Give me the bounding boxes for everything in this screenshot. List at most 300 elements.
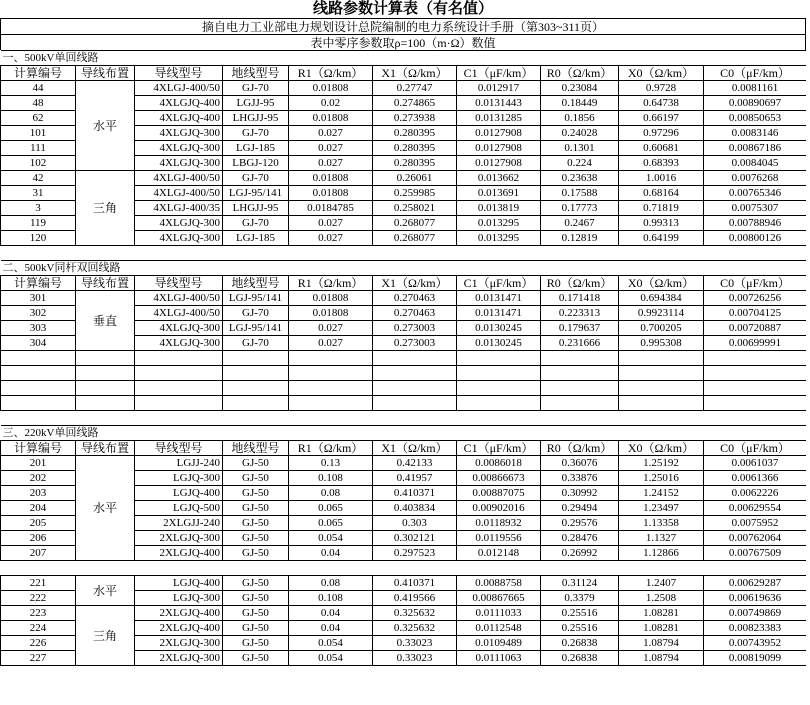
conductor-type: 4XLGJQ-400 <box>135 96 223 111</box>
conductor-type: 4XLGJ-400/50 <box>135 291 223 306</box>
conductor-type: LGJJ-240 <box>135 456 223 471</box>
param-value: 0.0111063 <box>457 651 541 666</box>
param-value: 0.00890697 <box>704 96 807 111</box>
param-value: 0.995308 <box>619 336 704 351</box>
section-gap <box>1 411 807 426</box>
layout-cell: 垂直 <box>76 291 135 351</box>
param-value: 0.12819 <box>541 231 619 246</box>
section-title-row <box>1 261 807 276</box>
param-value: 0.26838 <box>541 636 619 651</box>
ground-wire-type: GJ-50 <box>223 546 289 561</box>
param-value: 0.26992 <box>541 546 619 561</box>
page-note: 表中零序参数取ρ=100（m·Ω）数值 <box>0 34 806 50</box>
empty-cell <box>541 246 619 261</box>
table-row <box>1 576 807 591</box>
conductor-type: 2XLGJQ-300 <box>135 651 223 666</box>
param-value: 0.41957 <box>373 471 457 486</box>
empty-cell <box>76 366 135 381</box>
param-value: 0.0075952 <box>704 516 807 531</box>
param-value: 0.0131471 <box>457 291 541 306</box>
param-value: 0.64199 <box>619 231 704 246</box>
param-value: 0.027 <box>289 126 373 141</box>
empty-cell <box>457 351 541 366</box>
column-header: 导线型号 <box>135 66 223 81</box>
calc-id: 203 <box>1 486 76 501</box>
param-value: 0.013295 <box>457 231 541 246</box>
param-value: 0.00866673 <box>457 471 541 486</box>
empty-cell <box>223 366 289 381</box>
calc-id: 222 <box>1 591 76 606</box>
conductor-type: 4XLGJQ-300 <box>135 126 223 141</box>
param-value: 0.01808 <box>289 111 373 126</box>
param-value: 1.12866 <box>619 546 704 561</box>
section-title: 一、500kV单回线路 <box>1 51 807 66</box>
param-value: 1.08794 <box>619 651 704 666</box>
param-value: 0.00765346 <box>704 186 807 201</box>
param-value: 0.08 <box>289 576 373 591</box>
empty-cell <box>457 396 541 411</box>
param-value: 0.013662 <box>457 171 541 186</box>
ground-wire-type: GJ-50 <box>223 456 289 471</box>
empty-cell <box>223 351 289 366</box>
param-value: 0.0076268 <box>704 171 807 186</box>
calc-id: 302 <box>1 306 76 321</box>
empty-cell <box>1 351 76 366</box>
layout-cell: 水平 <box>76 456 135 561</box>
column-header: 地线型号 <box>223 276 289 291</box>
param-value: 0.17773 <box>541 201 619 216</box>
column-header: C0（μF/km） <box>704 441 807 456</box>
section-title-row <box>1 51 807 66</box>
empty-cell <box>135 396 223 411</box>
param-value: 0.60681 <box>619 141 704 156</box>
calc-id: 102 <box>1 156 76 171</box>
param-value: 0.0118932 <box>457 516 541 531</box>
empty-cell <box>619 351 704 366</box>
param-value: 0.274865 <box>373 96 457 111</box>
table-row <box>1 291 807 306</box>
param-value: 0.303 <box>373 516 457 531</box>
ground-wire-type: GJ-50 <box>223 606 289 621</box>
calc-id: 48 <box>1 96 76 111</box>
ground-wire-type: LBGJ-120 <box>223 156 289 171</box>
param-value: 0.33023 <box>373 636 457 651</box>
empty-cell <box>373 351 457 366</box>
ground-wire-type: GJ-50 <box>223 471 289 486</box>
calc-id: 221 <box>1 576 76 591</box>
calc-id: 204 <box>1 501 76 516</box>
column-header: R1（Ω/km） <box>289 66 373 81</box>
empty-cell <box>541 366 619 381</box>
param-value: 0.0130245 <box>457 321 541 336</box>
param-value: 0.302121 <box>373 531 457 546</box>
param-value: 1.08281 <box>619 621 704 636</box>
calc-id: 303 <box>1 321 76 336</box>
param-value: 0.0061037 <box>704 456 807 471</box>
empty-cell <box>76 411 135 426</box>
empty-cell <box>135 561 223 576</box>
param-value: 0.36076 <box>541 456 619 471</box>
param-value: 1.25016 <box>619 471 704 486</box>
empty-cell <box>704 351 807 366</box>
param-value: 0.325632 <box>373 621 457 636</box>
param-value: 0.9923114 <box>619 306 704 321</box>
param-value: 0.027 <box>289 216 373 231</box>
param-value: 0.9728 <box>619 81 704 96</box>
layout-cell: 水平 <box>76 576 135 606</box>
calc-id: 62 <box>1 111 76 126</box>
param-value: 0.273003 <box>373 321 457 336</box>
conductor-type: 4XLGJQ-400 <box>135 111 223 126</box>
param-value: 0.04 <box>289 546 373 561</box>
param-value: 0.027 <box>289 141 373 156</box>
blank-row <box>1 381 807 396</box>
ground-wire-type: GJ-50 <box>223 531 289 546</box>
conductor-type: 4XLGJQ-300 <box>135 141 223 156</box>
empty-cell <box>1 381 76 396</box>
param-value: 0.268077 <box>373 231 457 246</box>
param-value: 0.00720887 <box>704 321 807 336</box>
param-value: 0.04 <box>289 606 373 621</box>
param-value: 0.0061366 <box>704 471 807 486</box>
conductor-type: 2XLGJQ-300 <box>135 531 223 546</box>
ground-wire-type: GJ-50 <box>223 636 289 651</box>
calc-id: 42 <box>1 171 76 186</box>
empty-cell <box>1 411 76 426</box>
param-value: 0.1301 <box>541 141 619 156</box>
param-value: 0.054 <box>289 636 373 651</box>
param-value: 0.270463 <box>373 291 457 306</box>
param-value: 0.231666 <box>541 336 619 351</box>
param-value: 0.0081161 <box>704 81 807 96</box>
calc-id: 201 <box>1 456 76 471</box>
calc-id: 205 <box>1 516 76 531</box>
page-title: 线路参数计算表（有名值） <box>312 1 493 17</box>
conductor-type: 4XLGJ-400/50 <box>135 171 223 186</box>
ground-wire-type: LGJ-95/141 <box>223 186 289 201</box>
table-row <box>1 606 807 621</box>
section-title: 三、220kV单回线路 <box>1 426 807 441</box>
param-value: 0.23638 <box>541 171 619 186</box>
param-value: 1.25192 <box>619 456 704 471</box>
empty-cell <box>704 411 807 426</box>
param-value: 0.0127908 <box>457 156 541 171</box>
empty-cell <box>289 246 373 261</box>
param-value: 0.00902016 <box>457 501 541 516</box>
empty-cell <box>223 246 289 261</box>
param-value: 0.64738 <box>619 96 704 111</box>
param-value: 0.0075307 <box>704 201 807 216</box>
param-value: 0.258021 <box>373 201 457 216</box>
empty-cell <box>619 561 704 576</box>
param-value: 0.223313 <box>541 306 619 321</box>
empty-cell <box>76 561 135 576</box>
ground-wire-type: LGJ-95/141 <box>223 291 289 306</box>
empty-cell <box>541 396 619 411</box>
param-value: 0.00699991 <box>704 336 807 351</box>
param-value: 0.012148 <box>457 546 541 561</box>
param-value: 0.280395 <box>373 156 457 171</box>
empty-cell <box>541 561 619 576</box>
param-value: 0.68164 <box>619 186 704 201</box>
calc-id: 31 <box>1 186 76 201</box>
param-value: 0.0084045 <box>704 156 807 171</box>
ground-wire-type: LHGJJ-95 <box>223 111 289 126</box>
calc-id: 301 <box>1 291 76 306</box>
ground-wire-type: GJ-70 <box>223 306 289 321</box>
param-value: 0.054 <box>289 531 373 546</box>
param-value: 0.00749869 <box>704 606 807 621</box>
param-value: 0.28476 <box>541 531 619 546</box>
param-value: 1.2508 <box>619 591 704 606</box>
param-value: 0.410371 <box>373 576 457 591</box>
param-value: 1.1327 <box>619 531 704 546</box>
param-value: 0.00619636 <box>704 591 807 606</box>
param-value: 0.42133 <box>373 456 457 471</box>
empty-cell <box>289 381 373 396</box>
empty-cell <box>1 396 76 411</box>
conductor-type: 4XLGJQ-300 <box>135 336 223 351</box>
param-value: 0.01808 <box>289 291 373 306</box>
param-value: 0.013819 <box>457 201 541 216</box>
calc-id: 120 <box>1 231 76 246</box>
empty-cell <box>619 366 704 381</box>
section-gap <box>1 246 807 261</box>
calc-id: 111 <box>1 141 76 156</box>
empty-cell <box>704 396 807 411</box>
param-value: 1.08794 <box>619 636 704 651</box>
param-value: 0.25516 <box>541 606 619 621</box>
conductor-type: 2XLGJQ-400 <box>135 621 223 636</box>
empty-cell <box>704 366 807 381</box>
column-header: 地线型号 <box>223 441 289 456</box>
param-value: 0.00819099 <box>704 651 807 666</box>
param-value: 0.0112548 <box>457 621 541 636</box>
ground-wire-type: GJ-70 <box>223 171 289 186</box>
param-value: 0.00726256 <box>704 291 807 306</box>
param-value: 0.0131471 <box>457 306 541 321</box>
empty-cell <box>457 561 541 576</box>
blank-row <box>1 351 807 366</box>
column-header: 导线型号 <box>135 276 223 291</box>
empty-cell <box>223 396 289 411</box>
param-value: 0.18449 <box>541 96 619 111</box>
column-header: 导线布置 <box>76 276 135 291</box>
column-header: R1（Ω/km） <box>289 276 373 291</box>
calc-id: 207 <box>1 546 76 561</box>
param-value: 0.23084 <box>541 81 619 96</box>
param-value: 0.027 <box>289 336 373 351</box>
column-header: R0（Ω/km） <box>541 66 619 81</box>
param-value: 1.08281 <box>619 606 704 621</box>
group-spacer <box>1 561 807 576</box>
parameter-table <box>0 50 806 666</box>
param-value: 0.00867665 <box>457 591 541 606</box>
empty-cell <box>373 366 457 381</box>
param-value: 0.00743952 <box>704 636 807 651</box>
param-value: 0.280395 <box>373 141 457 156</box>
column-header: C1（μF/km） <box>457 66 541 81</box>
param-value: 0.0127908 <box>457 126 541 141</box>
param-value: 0.08 <box>289 486 373 501</box>
column-header: 计算编号 <box>1 276 76 291</box>
param-value: 0.30992 <box>541 486 619 501</box>
param-value: 0.0119556 <box>457 531 541 546</box>
table-row <box>1 81 807 96</box>
param-value: 0.054 <box>289 651 373 666</box>
param-value: 0.71819 <box>619 201 704 216</box>
empty-cell <box>289 396 373 411</box>
conductor-type: 4XLGJ-400/50 <box>135 306 223 321</box>
param-value: 0.259985 <box>373 186 457 201</box>
param-value: 0.17588 <box>541 186 619 201</box>
param-value: 0.027 <box>289 156 373 171</box>
param-value: 1.13358 <box>619 516 704 531</box>
conductor-type: 4XLGJQ-300 <box>135 156 223 171</box>
ground-wire-type: LGJ-185 <box>223 231 289 246</box>
param-value: 0.179637 <box>541 321 619 336</box>
param-value: 0.31124 <box>541 576 619 591</box>
param-value: 0.108 <box>289 591 373 606</box>
param-value: 0.00762064 <box>704 531 807 546</box>
param-value: 0.01808 <box>289 306 373 321</box>
column-header: 导线型号 <box>135 441 223 456</box>
header-row <box>1 66 807 81</box>
param-value: 0.99313 <box>619 216 704 231</box>
conductor-type: LGJQ-500 <box>135 501 223 516</box>
empty-cell <box>76 381 135 396</box>
param-value: 0.273938 <box>373 111 457 126</box>
param-value: 1.24152 <box>619 486 704 501</box>
param-value: 1.0016 <box>619 171 704 186</box>
empty-cell <box>704 381 807 396</box>
conductor-type: 4XLGJQ-300 <box>135 231 223 246</box>
conductor-type: LGJQ-400 <box>135 576 223 591</box>
empty-cell <box>373 246 457 261</box>
conductor-type: 4XLGJQ-300 <box>135 321 223 336</box>
column-header: 导线布置 <box>76 66 135 81</box>
empty-cell <box>223 561 289 576</box>
ground-wire-type: LGJ-95/141 <box>223 321 289 336</box>
ground-wire-type: LHGJJ-95 <box>223 201 289 216</box>
param-value: 0.0083146 <box>704 126 807 141</box>
empty-cell <box>541 381 619 396</box>
calc-id: 3 <box>1 201 76 216</box>
conductor-type: 4XLGJ-400/50 <box>135 186 223 201</box>
column-header: X0（Ω/km） <box>619 276 704 291</box>
param-value: 0.027 <box>289 321 373 336</box>
empty-cell <box>373 561 457 576</box>
ground-wire-type: GJ-50 <box>223 621 289 636</box>
column-header: 地线型号 <box>223 66 289 81</box>
conductor-type: 4XLGJ-400/50 <box>135 81 223 96</box>
param-value: 0.027 <box>289 231 373 246</box>
param-value: 0.00867186 <box>704 141 807 156</box>
empty-cell <box>619 396 704 411</box>
param-value: 0.419566 <box>373 591 457 606</box>
section-title: 二、500kV同杆双回线路 <box>1 261 807 276</box>
ground-wire-type: LGJJ-95 <box>223 96 289 111</box>
param-value: 0.297523 <box>373 546 457 561</box>
param-value: 0.403834 <box>373 501 457 516</box>
conductor-type: 4XLGJQ-300 <box>135 216 223 231</box>
empty-cell <box>76 246 135 261</box>
calc-id: 202 <box>1 471 76 486</box>
param-value: 0.00887075 <box>457 486 541 501</box>
column-header: R0（Ω/km） <box>541 276 619 291</box>
empty-cell <box>619 246 704 261</box>
param-value: 0.0127908 <box>457 141 541 156</box>
empty-cell <box>223 381 289 396</box>
table-row <box>1 171 807 186</box>
param-value: 0.00800126 <box>704 231 807 246</box>
param-value: 0.2467 <box>541 216 619 231</box>
ground-wire-type: GJ-70 <box>223 81 289 96</box>
empty-cell <box>457 411 541 426</box>
empty-cell <box>135 246 223 261</box>
conductor-type: LGJQ-300 <box>135 591 223 606</box>
column-header: R0（Ω/km） <box>541 441 619 456</box>
param-value: 0.273003 <box>373 336 457 351</box>
column-header: 导线布置 <box>76 441 135 456</box>
param-value: 0.065 <box>289 516 373 531</box>
calc-id: 224 <box>1 621 76 636</box>
param-value: 0.0131285 <box>457 111 541 126</box>
empty-cell <box>76 351 135 366</box>
calc-id: 119 <box>1 216 76 231</box>
conductor-type: 2XLGJQ-400 <box>135 546 223 561</box>
param-value: 0.02 <box>289 96 373 111</box>
conductor-type: 2XLGJQ-300 <box>135 636 223 651</box>
empty-cell <box>135 381 223 396</box>
ground-wire-type: GJ-50 <box>223 576 289 591</box>
empty-cell <box>373 396 457 411</box>
column-header: R1（Ω/km） <box>289 441 373 456</box>
ground-wire-type: GJ-50 <box>223 501 289 516</box>
empty-cell <box>223 411 289 426</box>
ground-wire-type: GJ-50 <box>223 486 289 501</box>
param-value: 0.01808 <box>289 81 373 96</box>
layout-cell: 三角 <box>76 171 135 246</box>
empty-cell <box>704 246 807 261</box>
conductor-type: 4XLGJ-400/35 <box>135 201 223 216</box>
header-row <box>1 441 807 456</box>
ground-wire-type: GJ-50 <box>223 591 289 606</box>
param-value: 0.33023 <box>373 651 457 666</box>
param-value: 0.0086018 <box>457 456 541 471</box>
param-value: 0.00704125 <box>704 306 807 321</box>
param-value: 0.29576 <box>541 516 619 531</box>
param-value: 0.25516 <box>541 621 619 636</box>
param-value: 0.97296 <box>619 126 704 141</box>
param-value: 0.00788946 <box>704 216 807 231</box>
empty-cell <box>373 381 457 396</box>
ground-wire-type: GJ-70 <box>223 336 289 351</box>
column-header: X1（Ω/km） <box>373 276 457 291</box>
param-value: 0.00767509 <box>704 546 807 561</box>
column-header: C0（μF/km） <box>704 276 807 291</box>
param-value: 0.012917 <box>457 81 541 96</box>
param-value: 0.410371 <box>373 486 457 501</box>
param-value: 0.694384 <box>619 291 704 306</box>
param-value: 0.0088758 <box>457 576 541 591</box>
blank-row <box>1 396 807 411</box>
ground-wire-type: GJ-70 <box>223 126 289 141</box>
column-header: X1（Ω/km） <box>373 441 457 456</box>
param-value: 0.0109489 <box>457 636 541 651</box>
param-value: 0.00850653 <box>704 111 807 126</box>
calc-id: 101 <box>1 126 76 141</box>
